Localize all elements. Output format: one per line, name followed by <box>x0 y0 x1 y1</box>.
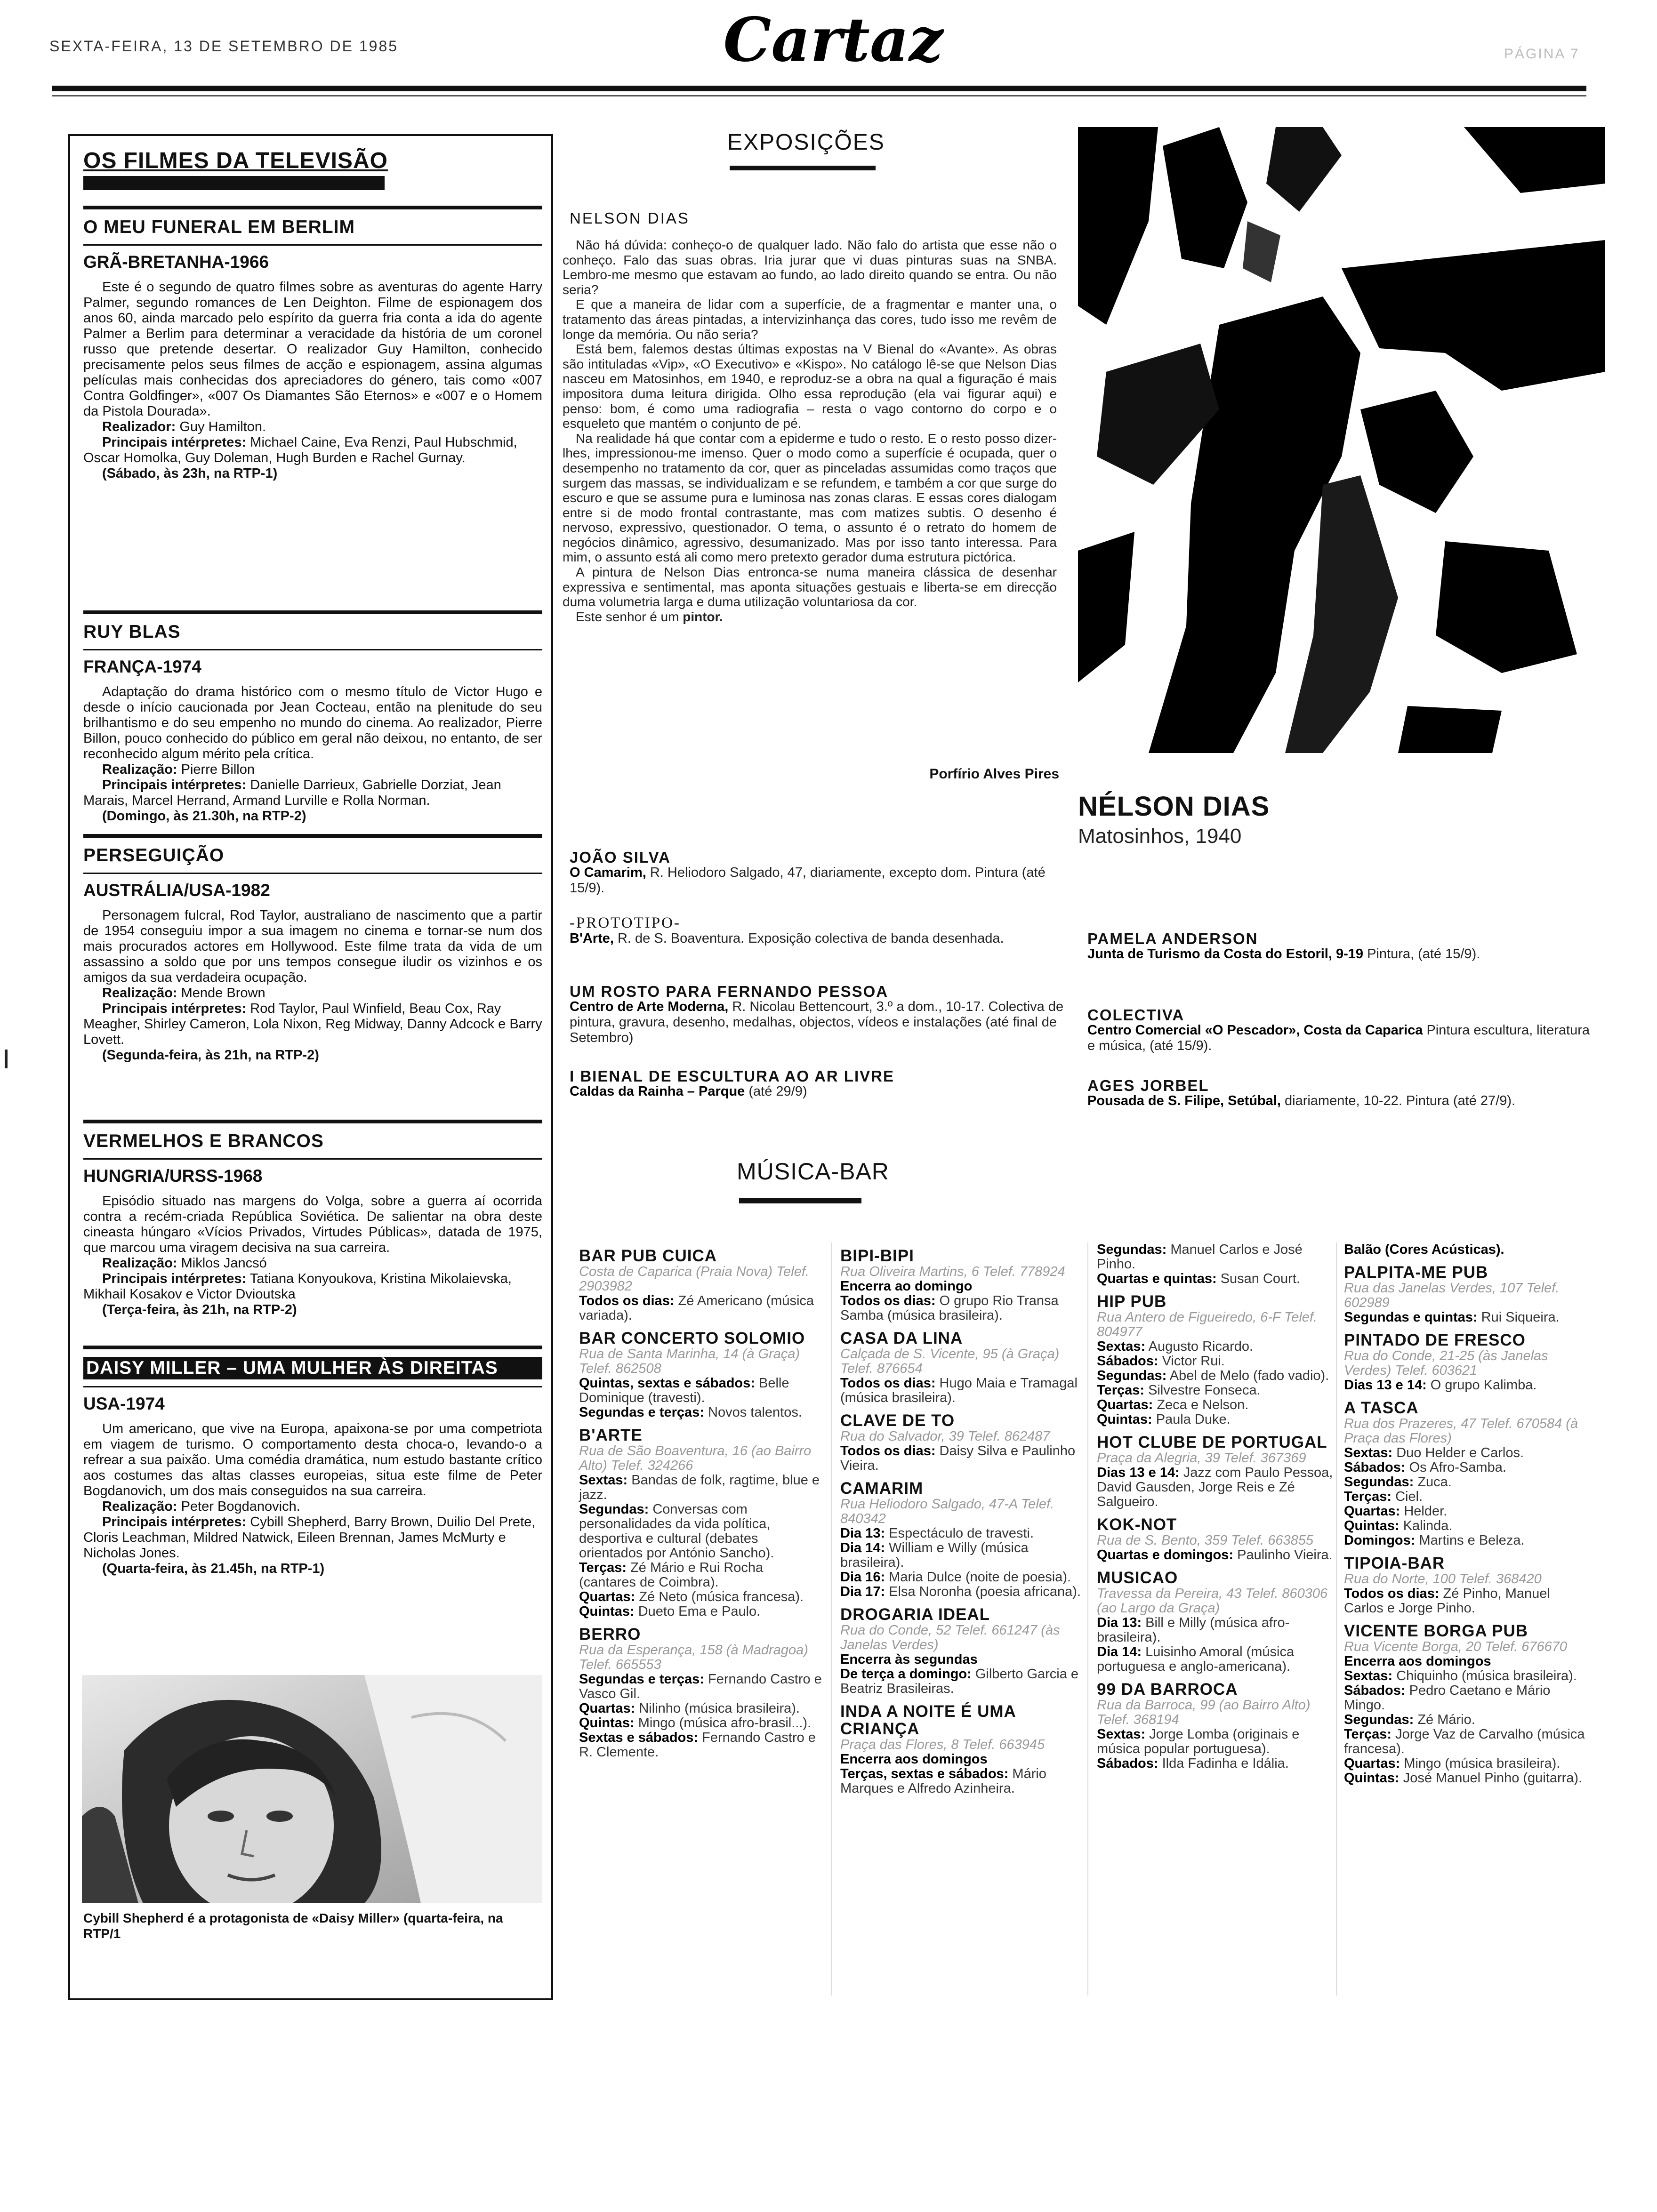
bar-address: Rua das Janelas Verdes, 107 Telef. 602989 <box>1344 1281 1560 1310</box>
column-divider <box>831 1242 832 1996</box>
bar-schedule-line: Sextas: Duo Helder e Carlos. <box>1344 1445 1524 1460</box>
film-entry <box>83 206 542 481</box>
bar-schedule-line: Sextas: Chiquinho (música brasileira). <box>1344 1668 1577 1683</box>
film-title: VERMELHOS E BRANCOS <box>83 1131 324 1151</box>
exhibition-entry <box>1087 931 1596 962</box>
exhibition-name: COLECTIVA <box>1087 1006 1185 1024</box>
section-rule-thin <box>83 649 542 650</box>
exhibition-details: O Camarim, R. Heliodoro Salgado, 47, diariamente, excepto dom. Pintura (até 15/9). <box>570 865 1046 896</box>
section-rule-thin <box>83 873 542 874</box>
bar-address: Rua Heliodoro Salgado, 47-A Telef. 840342 <box>840 1497 1054 1526</box>
bar-address: Calçada de S. Vicente, 95 (à Graça) Telef. 876654 <box>840 1346 1060 1376</box>
painting-artist-name: NÉLSON DIAS <box>1078 791 1270 822</box>
bar-name: BIPI-BIPI <box>840 1247 914 1265</box>
film-synopsis: Personagem fulcral, Rod Taylor, australiano de nascimento que a partir de 1954 conseguiu impor a sua imagem no cinema e tornar-se num dos mais procurados actores em Hollywood. Este filme trata da vida de um assassino a soldo que por uns tempos consegue iludir os vizinhos e os amigos da sua verdadeira ocupação. <box>83 908 542 985</box>
bar-schedule-line: Sextas e sábados: Fernando Castro e R. Clemente. <box>579 1730 816 1760</box>
bar-schedule-line: Quartas: Nilinho (música brasileira). <box>579 1701 800 1716</box>
bar-schedule-line: Todos os dias: Zé Pinho, Manuel Carlos e Jorge Pinho. <box>1344 1586 1550 1616</box>
bar-address: Rua de Santa Marinha, 14 (à Graça) Telef. 862508 <box>579 1346 800 1376</box>
bar-schedule-line: Dia 13: Espectáculo de travesti. <box>840 1526 1034 1541</box>
film-director: Realização: Pierre Billon <box>102 762 255 777</box>
bar-name: HIP PUB <box>1097 1292 1167 1311</box>
exhibition-name: PAMELA ANDERSON <box>1087 930 1258 947</box>
bar-name: PINTADO DE FRESCO <box>1344 1331 1526 1349</box>
section-rule <box>83 834 542 838</box>
bar-schedule-line: Todos os dias: O grupo Rio Transa Samba (música brasileira). <box>840 1293 1059 1323</box>
exhibition-name: -PROTOTIPO- <box>570 914 681 931</box>
film-schedule: (Domingo, às 21.30h, na RTP-2) <box>102 809 306 824</box>
film-synopsis: Um americano, que vive na Europa, apaixona-se por uma competriota em viagem de turismo. O comportamento desta choca-o, levando-o a refrear a sua paixão. Uma comédia dramática, num estudo bastante crítico aos costumes das altas classes europeias, situa este filme de Peter Bogdanovich, um dos mais conseguidos na sua carreira. <box>83 1421 542 1499</box>
tv-section-title: OS FILMES DA TELEVISÃO <box>83 148 388 173</box>
section-rule-thin <box>83 1158 542 1160</box>
bar-schedule-line: Sábados: Os Afro-Samba. <box>1344 1460 1506 1475</box>
section-rule-thin <box>83 244 542 246</box>
bar-schedule-line: De terça a domingo: Gilberto Garcia e Beatriz Brasileiras. <box>840 1667 1079 1696</box>
bar-schedule-line: Quintas: José Manuel Pinho (guitarra). <box>1344 1771 1583 1786</box>
film-cast: Principais intérpretes: Cybill Shepherd, Barry Brown, Duilio Del Prete, Cloris Leachman, Mildred Natwick, Eileen Brennan, James McMurty e Nicholas Jones. <box>83 1515 536 1561</box>
bar-schedule-line: Terças: Zé Mário e Rui Rocha (cantares de Coimbra). <box>579 1560 764 1590</box>
bar-name: MUSICAO <box>1097 1569 1178 1587</box>
bar-address: Travessa da Pereira, 43 Telef. 860306 (ao Largo da Graça) <box>1097 1586 1328 1616</box>
bar-address: Costa de Caparica (Praia Nova) Telef. 2903982 <box>579 1264 809 1294</box>
article-title: NELSON DIAS <box>570 209 690 227</box>
bar-schedule-line: Segundas: Zé Mário. <box>1344 1712 1475 1727</box>
header-date: SEXTA-FEIRA, 13 DE SETEMBRO DE 1985 <box>49 38 399 55</box>
bar-address: Rua de São Boaventura, 16 (ao Bairro Alto) Telef. 324266 <box>579 1443 812 1473</box>
article-signature: Porfírio Alves Pires <box>929 766 1059 782</box>
bar-name: BAR CONCERTO SOLOMIO <box>579 1329 805 1347</box>
bar-name: CLAVE DE TO <box>840 1411 955 1430</box>
exhibition-details: Junta de Turismo da Costa do Estoril, 9-19 Pintura, (até 15/9). <box>1087 946 1480 962</box>
bar-schedule-line: Sábados: Victor Rui. <box>1097 1354 1225 1369</box>
bar-address: Rua de S. Bento, 359 Telef. 663855 <box>1097 1533 1314 1548</box>
film-title: PERSEGUIÇÃO <box>83 845 225 866</box>
film-entry <box>83 1120 542 1318</box>
bar-schedule-line: Quartas e quintas: Susan Court. <box>1097 1271 1300 1286</box>
cartaz-logo <box>716 5 951 75</box>
film-country: FRANÇA-1974 <box>83 657 201 676</box>
bar-schedule-line: Terças: Silvestre Fonseca. <box>1097 1383 1261 1398</box>
exhibition-entry <box>1087 1007 1596 1054</box>
film-title: RUY BLAS <box>83 622 181 642</box>
bar-schedule-line: Dia 14: William e Willy (música brasileira). <box>840 1540 1029 1570</box>
exhibition-entry <box>570 984 1069 1046</box>
bar-name: VICENTE BORGA PUB <box>1344 1622 1528 1640</box>
bar-name: B'ARTE <box>579 1426 643 1444</box>
film-synopsis: Este é o segundo de quatro filmes sobre as aventuras do agente Harry Palmer, segundo romances de Len Deighton. Filme de espionagem dos anos 60, ainda marcado pelo espírito da guerra fria conta a ida do agente Palmer a Berlim para determinar a veracidade da história de um coronel russo que pretende desertar. O realizador Guy Hamilton, conhecido precisamente pelos seus filmes de acção e espionagem, assina algumas películas mais conhecidas dos apreciadores do género, tais como «007 Contra Goldfinger», «007 Os Diamantes São Eternos» e «007 e o Homem da Pistola Dourada». <box>83 280 542 419</box>
bar-name: KOK-NOT <box>1097 1515 1177 1534</box>
bar-name: BERRO <box>579 1625 641 1643</box>
bar-name: 99 DA BARROCA <box>1097 1680 1238 1699</box>
film-title: O MEU FUNERAL EM BERLIM <box>83 217 355 237</box>
exhibition-name: JOÃO SILVA <box>570 849 671 866</box>
bar-address: Rua da Esperança, 158 (à Madragoa) Telef. 665553 <box>579 1643 808 1672</box>
film-schedule: (Sábado, às 23h, na RTP-1) <box>102 466 278 481</box>
bar-schedule-line: Quintas: Mingo (música afro-brasil...). <box>579 1715 812 1731</box>
film-synopsis: Episódio situado nas margens do Volga, sobre a guerra aí ocorrida contra a recém-criada República Soviética. De salientar na obra deste cineasta húngaro «Vícios Privados, Virtudes Públicas», datada de 1975, que marcou uma viragem decisiva na sua carreira. <box>83 1194 542 1255</box>
bar-schedule-line: Todos os dias: Hugo Maia e Tramagal (música brasileira). <box>840 1376 1078 1405</box>
article-paragraph: A pintura de Nelson Dias entronca-se numa maneira clássica de desenhar expressiva e sentimental, mas aponta situações gestuais e liberta-se em direcção duma volumetria larga e duma utilização voluntariosa da cor. <box>563 565 1057 609</box>
bar-address: Praça das Flores, 8 Telef. 663945 <box>840 1737 1045 1752</box>
film-director: Realização: Miklos Jancsó <box>102 1256 267 1271</box>
exposicoes-heading-bar <box>730 166 876 170</box>
section-rule-thin <box>83 1386 542 1387</box>
film-director: Realização: Peter Bogdanovich. <box>102 1499 300 1514</box>
article-last-line: Este senhor é um pintor. <box>576 609 723 624</box>
bar-name: A TASCA <box>1344 1399 1419 1417</box>
bar-address: Rua do Conde, 21-25 (às Janelas Verdes) Telef. 603621 <box>1344 1348 1548 1378</box>
nelson-dias-painting <box>1078 127 1605 753</box>
exhibition-entry <box>570 915 1069 946</box>
section-rule <box>83 1346 542 1349</box>
bar-schedule-line: Segundas e terças: Novos talentos. <box>579 1405 802 1420</box>
logo-wordmark: Cartaz <box>723 5 943 75</box>
bar-schedule-line: Encerra ao domingo <box>840 1279 973 1294</box>
musica-bar-heading: MÚSICA-BAR <box>737 1158 889 1185</box>
bar-schedule-line: Sextas: Jorge Lomba (originais e música popular portuguesa). <box>1097 1727 1300 1756</box>
bar-schedule-line: Sábados: Pedro Caetano e Mário Mingo. <box>1344 1683 1551 1713</box>
section-rule <box>83 610 542 614</box>
musica-column <box>1344 1242 1589 1786</box>
tv-films-box <box>68 134 553 2000</box>
film-schedule: (Terça-feira, às 21h, na RTP-2) <box>102 1302 297 1317</box>
photo-caption: Cybill Shepherd é a protagonista de «Daisy Miller» (quarta-feira, na RTP/1 <box>83 1911 503 1941</box>
exhibition-details: B'Arte, R. de S. Boaventura. Exposição colectiva de banda desenhada. <box>570 931 1004 946</box>
musica-bar-heading-bar <box>739 1198 861 1203</box>
film-country: GRÃ-BRETANHA-1966 <box>83 252 269 272</box>
tv-title-bar <box>83 176 385 190</box>
page-number: PÁGINA 7 <box>1504 46 1580 62</box>
bar-schedule-line: Segundas: Zuca. <box>1344 1475 1452 1490</box>
exhibition-name: AGES JORBEL <box>1087 1077 1209 1094</box>
bar-name: TIPOIA-BAR <box>1344 1554 1445 1572</box>
bar-schedule-line: Sextas: Augusto Ricardo. <box>1097 1339 1254 1354</box>
exhibition-entry <box>570 1068 1069 1099</box>
header-rule <box>52 86 1586 91</box>
film-schedule: (Quarta-feira, às 21.45h, na RTP-1) <box>102 1561 325 1576</box>
bar-schedule-line: Dias 13 e 14: O grupo Kalimba. <box>1344 1378 1537 1393</box>
bar-name: CAMARIM <box>840 1479 924 1498</box>
bar-schedule-line: Quartas e domingos: Paulinho Vieira. <box>1097 1547 1333 1563</box>
bar-schedule-line: Encerra aos domingos <box>840 1752 988 1767</box>
bar-address: Rua do Salvador, 39 Telef. 862487 <box>840 1429 1050 1444</box>
bar-name: DROGARIA IDEAL <box>840 1605 990 1624</box>
bar-schedule-line: Terças: Ciel. <box>1344 1489 1423 1504</box>
bar-address: Rua Oliveira Martins, 6 Telef. 778924 <box>840 1264 1065 1279</box>
exhibition-details: Caldas da Rainha – Parque (até 29/9) <box>570 1084 807 1099</box>
header-rule-thin <box>52 95 1586 96</box>
bar-schedule-line: Quartas: Helder. <box>1344 1504 1448 1519</box>
exhibition-details: Pousada de S. Filipe, Setúbal, diariamente, 10-22. Pintura (até 27/9). <box>1087 1093 1516 1108</box>
bar-schedule-line: Dia 17: Elsa Noronha (poesia africana). <box>840 1584 1081 1599</box>
bar-name: BAR PUB CUICA <box>579 1247 717 1265</box>
bar-name: PALPITA-ME PUB <box>1344 1263 1488 1282</box>
section-rule <box>83 206 542 209</box>
bar-schedule-line: Segundas: Manuel Carlos e José Pinho. <box>1097 1242 1303 1272</box>
article-paragraph: Não há dúvida: conheço-o de qualquer lado. Não falo do artista que esse não o conheço. Falo das suas obras. Iria jurar que vi duas pinturas suas na SNBA. Lembro-me mesmo que estavam ao fundo, ao lado direito quando se entra. Ou não seria? <box>563 238 1057 297</box>
film-schedule: (Segunda-feira, às 21h, na RTP-2) <box>102 1048 319 1063</box>
bar-schedule-line: Segundas: Conversas com personalidades da vida política, desportiva e cultural (debates orientados por António Sancho). <box>579 1502 774 1561</box>
painting-artist-origin: Matosinhos, 1940 <box>1078 825 1242 848</box>
bar-schedule-line: Encerra às segundas <box>840 1652 978 1667</box>
bar-schedule-line: Quintas: Dueto Ema e Paulo. <box>579 1604 761 1619</box>
exhibition-entry <box>570 850 1069 896</box>
bar-schedule-line: Quintas: Paula Duke. <box>1097 1412 1231 1427</box>
musica-column <box>1097 1242 1342 1771</box>
bar-schedule-line: Segundas e terças: Fernando Castro e Vasco Gil. <box>579 1672 822 1701</box>
bar-schedule-line: Todos os dias: Zé Americano (música variada). <box>579 1293 814 1323</box>
bar-schedule-line: Sextas: Bandas de folk, ragtime, blue e jazz. <box>579 1473 820 1502</box>
film-director: Realizador: Guy Hamilton. <box>102 419 266 434</box>
film-cast: Principais intérpretes: Michael Caine, Eva Renzi, Paul Hubschmid, Oscar Homolka, Guy Doleman, Hugh Burden e Rachel Gurnay. <box>83 435 517 465</box>
musica-column <box>579 1247 824 1760</box>
bar-schedule-line: Dias 13 e 14: Jazz com Paulo Pessoa, David Gausden, Jorge Reis e Zé Salgueiro. <box>1097 1465 1333 1509</box>
bar-schedule-line: Sábados: Ilda Fadinha e Idália. <box>1097 1756 1289 1771</box>
film-entry <box>83 1346 542 1577</box>
film-cast: Principais intérpretes: Danielle Darrieux, Gabrielle Dorziat, Jean Marais, Marcel Herrand, Armand Lurville e Rolla Norman. <box>83 777 501 808</box>
bar-schedule-line: Segundas e quintas: Rui Siqueira. <box>1344 1310 1560 1325</box>
section-rule <box>83 1120 542 1123</box>
bar-address: Rua do Conde, 52 Telef. 661247 (às Janelas Verdes) <box>840 1623 1060 1652</box>
column-divider <box>1087 1242 1088 1996</box>
bar-schedule-line: Dia 14: Luisinho Amoral (música portuguesa e anglo-americana). <box>1097 1644 1295 1674</box>
bar-schedule-line: Todos os dias: Daisy Silva e Paulinho Vieira. <box>840 1443 1076 1473</box>
film-title: DAISY MILLER – UMA MULHER ÀS DIREITAS <box>83 1357 542 1379</box>
bar-address: Praça da Alegria, 39 Telef. 367369 <box>1097 1451 1306 1466</box>
bar-schedule-line: Quartas: Mingo (música brasileira). <box>1344 1756 1560 1771</box>
film-cast: Principais intérpretes: Rod Taylor, Paul Winfield, Beau Cox, Ray Meagher, Shirley Cameron, Lola Nixon, Reg Midway, Danny Adcock e Barry Lovett. <box>83 1001 542 1047</box>
film-entry <box>83 610 542 824</box>
bar-schedule-line: Quintas: Kalinda. <box>1344 1518 1453 1533</box>
margin-mark <box>5 1050 8 1068</box>
musica-column <box>840 1247 1085 1796</box>
film-country: USA-1974 <box>83 1394 165 1413</box>
column-divider <box>1336 1242 1337 1996</box>
exhibition-entry <box>1087 1078 1596 1109</box>
bar-schedule-line: Quartas: Zeca e Nelson. <box>1097 1397 1249 1412</box>
film-entry <box>83 834 542 1063</box>
film-country: HUNGRIA/URSS-1968 <box>83 1166 263 1186</box>
exhibition-name: UM ROSTO PARA FERNANDO PESSOA <box>570 983 889 1000</box>
bar-schedule-line: Quintas, sextas e sábados: Belle Dominique (travesti). <box>579 1376 789 1405</box>
article-paragraph: E que a maneira de lidar com a superfície, de a fragmentar e manter una, o tratamento das áreas pintadas, a intervizinhança das cores, tudo isso me revêm de longe da memória. Ou não seria? <box>563 297 1057 342</box>
bar-schedule-line: Segundas: Abel de Melo (fado vadio). <box>1097 1368 1329 1383</box>
bar-address: Rua do Norte, 100 Telef. 368420 <box>1344 1571 1542 1587</box>
article-body <box>563 238 1057 624</box>
film-synopsis: Adaptação do drama histórico com o mesmo título de Victor Hugo e desde o início caucionada por Jean Cocteau, então na plenitude do seu brilhantismo e do seu empenho no mundo do cinema. Ao realizador, Pierre Billon, pouco conhecido do público em geral não deixou, no entanto, de ser reconhecido algum mérito pela crítica. <box>83 684 542 761</box>
bar-address: Rua dos Prazeres, 47 Telef. 670584 (à Praça das Flores) <box>1344 1416 1578 1446</box>
exhibition-details: Centro de Arte Moderna, R. Nicolau Bettencourt, 3.º a dom., 10-17. Colectiva de pintura, gravura, desenho, medalhas, objectos, vídeos e instalações (até final de Setembro) <box>570 999 1064 1045</box>
bar-address: Rua Antero de Figueiredo, 6-F Telef. 804977 <box>1097 1310 1318 1339</box>
bar-name: CASA DA LINA <box>840 1329 963 1347</box>
film-director: Realização: Mende Brown <box>102 986 265 1001</box>
exhibition-name: I BIENAL DE ESCULTURA AO AR LIVRE <box>570 1067 894 1085</box>
bar-schedule-line: Domingos: Martins e Beleza. <box>1344 1533 1525 1548</box>
exhibition-details: Centro Comercial «O Pescador», Costa da Caparica Pintura escultura, literatura e música, (até 15/9). <box>1087 1023 1590 1053</box>
bar-address: Rua Vicente Borga, 20 Telef. 676670 <box>1344 1639 1568 1654</box>
exposicoes-heading: EXPOSIÇÕES <box>727 130 885 155</box>
bar-name: INDA A NOITE É UMA CRIANÇA <box>840 1702 1016 1738</box>
bar-schedule-line: Quartas: Zé Neto (música francesa). <box>579 1589 804 1604</box>
bar-schedule-line: Balão (Cores Acústicas). <box>1344 1242 1504 1257</box>
bar-schedule-line: Encerra aos domingos <box>1344 1654 1491 1669</box>
bar-name: HOT CLUBE DE PORTUGAL <box>1097 1433 1327 1451</box>
bar-schedule-line: Terças, sextas e sábados: Mário Marques e Alfredo Azinheira. <box>840 1766 1046 1796</box>
bar-schedule-line: Terças: Jorge Vaz de Carvalho (música francesa). <box>1344 1727 1585 1756</box>
cybill-shepherd-photo <box>82 1675 542 1903</box>
film-cast: Principais intérpretes: Tatiana Konyoukova, Kristina Mikolaievska, Mikhail Kosakov e Victor Dvioutska <box>83 1271 512 1302</box>
film-country: AUSTRÁLIA/USA-1982 <box>83 881 270 900</box>
bar-schedule-line: Dia 13: Bill e Milly (música afro-brasileira). <box>1097 1615 1290 1645</box>
bar-schedule-line: Dia 16: Maria Dulce (noite de poesia). <box>840 1570 1071 1585</box>
article-paragraph: Está bem, falemos destas últimas expostas na V Bienal do «Avante». As obras são intituladas «Vip», «O Executivo» e «Kispo». No catálogo lê-se que Nelson Dias nasceu em Matosinhos, em 1940, e reproduz-se a obra na qual a figuração é mais impositora duma leitura dirigida. Olho essa reprodução (ela vai figurar aqui) e penso: bom, é como uma radiografia – resta o vago contorno do corpo e o esqueleto que mantém o conjunto de pé. <box>563 342 1057 431</box>
bar-address: Rua da Barroca, 99 (ao Bairro Alto) Telef. 368194 <box>1097 1698 1311 1727</box>
article-paragraph: Na realidade há que contar com a epiderme e tudo o resto. E o resto posso dizer-lhes, impressionou-me imenso. Quer o modo como a superfície é ocupada, quer o desempenho no tratamento da cor, quer as pinceladas assumidas como traços que surgem das massas, se individualizam e se refundem, e também a cor que surge do escuro e que se assume pura e luminosa nas zonas claras. E essas cores dialogam entre si de modo frontal contrastante, mas com matizes subtis. O desenho é nervoso, expressivo, questionador. O tema, o assunto é o retrato do homem de negócios dinâmico, agressivo, desumanizado. Mas por isso tanto interessa. Para mim, o assunto está ali como mero pretexto gerador duma estrutura pictórica. <box>563 431 1057 565</box>
